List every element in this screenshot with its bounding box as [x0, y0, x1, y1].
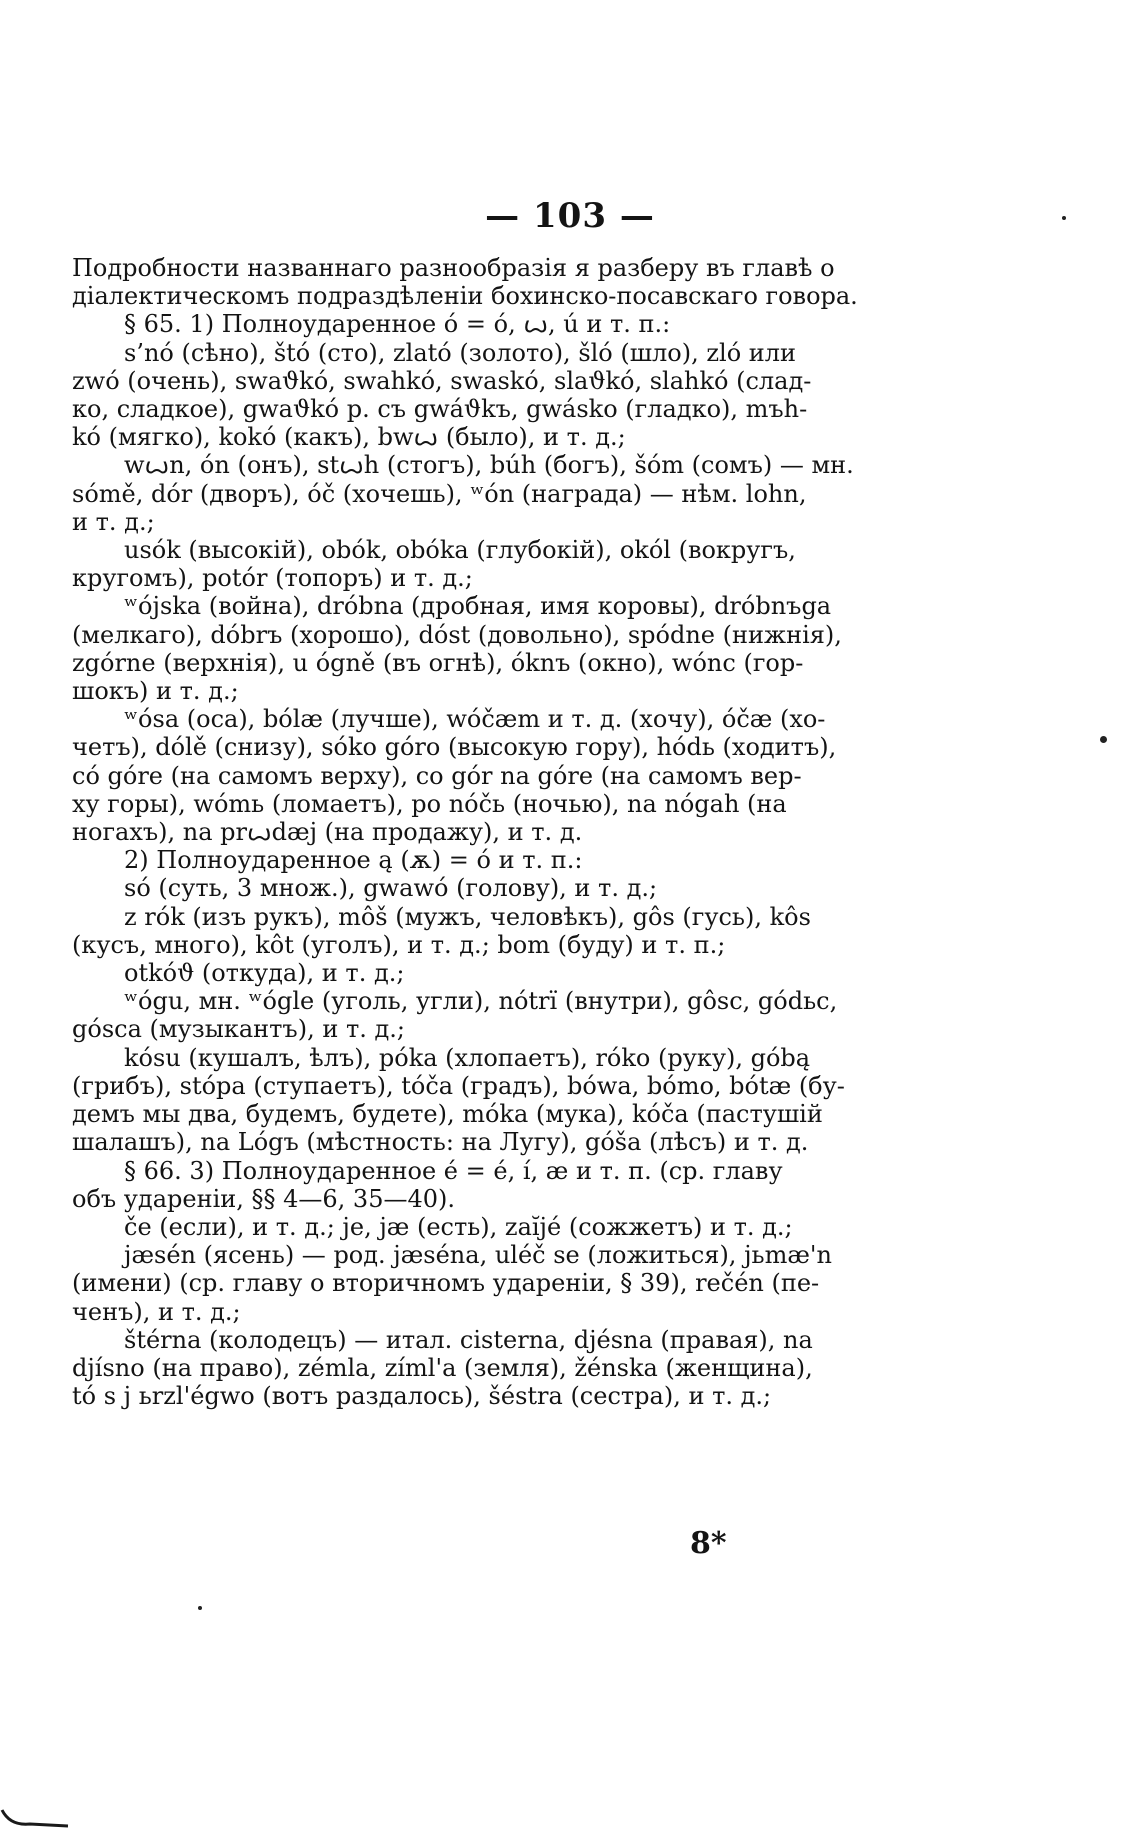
text-line: 2) Полноударенное ą (ѫ) = ó и т. п.:: [124, 846, 583, 875]
ink-speck: [198, 1606, 202, 1610]
text-line: kó (мягко), kokó (какъ), bwꙍ (было), и т. д.;: [72, 423, 626, 452]
text-line: (кусъ, много), kôt (уголъ), и т. д.; bom (буду) и т. п.;: [72, 930, 726, 959]
text-line: usók (высокій), obók, obóka (глубокій), okól (вокругъ,: [124, 536, 796, 565]
text-line: и т. д.;: [72, 507, 155, 536]
text-line: ʷógu, мн. ʷógle (уголь, угли), nótrї (внутри), gôsc, gódьc,: [124, 987, 838, 1016]
text-line: ко, сладкое), gwaϑkó р. съ gwáϑkъ, gwásko (гладко), mъh-: [72, 395, 808, 424]
text-line: Подробности названнаго разнообразія я разберу въ главѣ о: [72, 254, 835, 282]
text-line: wꙍn, ón (онъ), stꙍh (стогъ), búh (богъ), šóm (сомъ) — мн.: [124, 451, 854, 480]
ink-speck: [1062, 216, 1066, 220]
text-line: só (суть, 3 множ.), gwawó (голову), и т. д.;: [124, 874, 658, 903]
text-line: có góre (на самомъ верху), co gór na góre (на самомъ вер-: [72, 761, 802, 790]
text-line: § 66. 3) Полноударенное é = é, í, æ и т. п. (ср. главу: [124, 1156, 783, 1185]
text-line: § 65. 1) Полноударенное ó = ó, ꙍ, ú и т. п.:: [124, 310, 671, 339]
text-line: sómě, dór (дворъ), óč (хочешь), ʷón (награда) — нѣм. lohn,: [72, 479, 807, 508]
text-line: če (если), и т. д.; je, jæ (есть), zaĭjé (сожжетъ) и т. д.;: [124, 1212, 793, 1241]
page-number: — 103 —: [485, 196, 655, 236]
text-line: ху горы), wómь (ломаетъ), po nóčь (ночью), na nógah (на: [72, 789, 787, 818]
text-line: djísno (на право), zémla, zíml'a (земля), žénska (женщина),: [72, 1353, 813, 1382]
body-text: [72, 254, 860, 1410]
text-line: kósu (кушалъ, ѣлъ), póka (хлопаетъ), róko (руку), góbą: [124, 1043, 811, 1072]
page-edge-mark: [0, 1808, 70, 1830]
text-line: демъ мы два, будемъ, будете), móka (мука), kóča (пастушій: [72, 1100, 823, 1129]
text-line: четъ), dólě (снизу), sóko góro (высокую гору), hódь (ходитъ),: [72, 733, 837, 762]
text-line: ченъ), и т. д.;: [72, 1297, 241, 1326]
text-line: (грибъ), stópa (ступаетъ), tóča (градъ), bówa, bómo, bótæ (бу-: [72, 1071, 845, 1100]
text-line: шалашъ), na Lógъ (мѣстность: на Лугу), góša (лѣсъ) и т. д.: [72, 1128, 809, 1157]
text-line: діалектическомъ подраздѣленіи бохинско-посавскаго говора.: [72, 282, 858, 311]
text-line: объ удареніи, §§ 4—6, 35—40).: [72, 1184, 455, 1213]
text-line: ʷójska (война), dróbna (дробная, имя коровы), dróbnъga: [124, 592, 832, 621]
text-line: štérna (колодецъ) — итал. cisterna, djésna (правая), na: [124, 1325, 813, 1354]
text-line: ʷósa (оса), bólæ (лучше), wóčæm и т. д. (хочу), óčæ (хо-: [124, 705, 826, 734]
text-line: шокъ) и т. д.;: [72, 677, 239, 706]
text-line: кругомъ), potór (топоръ) и т. д.;: [72, 564, 473, 593]
signature-mark: 8*: [690, 1526, 727, 1561]
text-line: (имени) (ср. главу о вторичномъ удареніи, § 39), rečén (пе-: [72, 1269, 820, 1298]
text-line: zgórne (верхнія), u ógně (въ огнѣ), óknъ (окно), wónc (гор-: [72, 648, 804, 677]
ink-speck: [1100, 736, 1107, 743]
text-line: zwó (очень), swaϑkó, swahkó, swaskó, slaϑkó, slahkó (слад-: [72, 366, 812, 395]
text-line: z rók (изъ рукъ), môš (мужъ, человѣкъ), gôs (гусь), kôs: [124, 902, 811, 931]
text-line: tó s j ьrzl'égwo (вотъ раздалось), šéstra (сестра), и т. д.;: [72, 1382, 772, 1411]
text-line: s’nó (сѣно), štó (сто), zlató (золото), šló (шло), zló или: [124, 338, 797, 367]
text-line: (мелкаго), dóbrъ (хорошо), dóst (довольно), spódne (нижнія),: [72, 620, 842, 649]
text-line: jæsén (ясень) — род. jæséna, uléč se (ложиться), jьmæ'n: [124, 1241, 832, 1270]
text-line: gósca (музыкантъ), и т. д.;: [72, 1015, 405, 1044]
text-line: otkóϑ (откуда), и т. д.;: [124, 959, 405, 988]
text-line: ногахъ), na prꙍdæj (на продажу), и т. д.: [72, 818, 583, 847]
